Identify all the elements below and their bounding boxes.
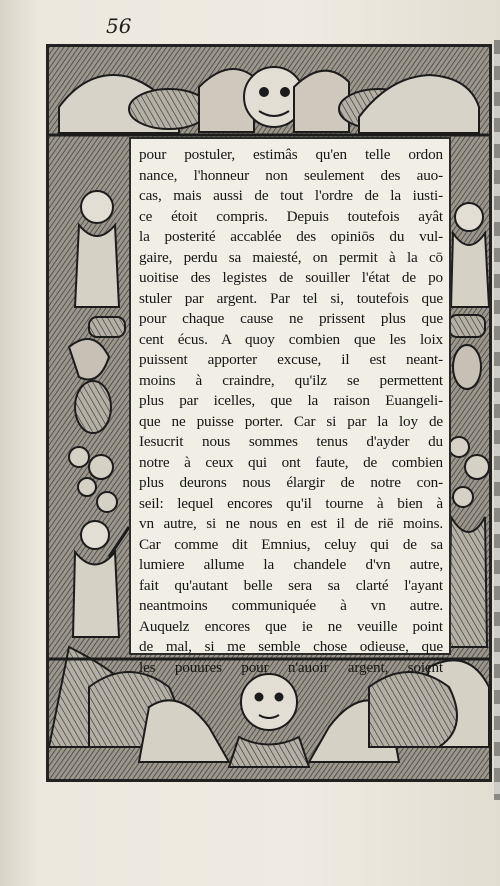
text-line: Iesucrit nous sommes tenus d'ayder du (139, 433, 443, 450)
text-line: puissent apporter excuse, il est neant- (139, 351, 443, 368)
text-line: ce étoit compris. Depuis toutefois ayât (139, 207, 443, 225)
text-line: pour chaque cause ne prissent plus que (139, 310, 443, 327)
text-line: vn autre, si ne nous en est il de riē moins. (139, 515, 443, 532)
text-line: la posterité accablée des opiniōs du vul- (139, 228, 443, 245)
text-line: neantmoins communiquée à vn autre. (139, 597, 443, 614)
woodcut-border-frame (46, 44, 492, 782)
text-line: que ne puisse porter. Car si par la loy de (139, 412, 443, 430)
text-line: uoitise des legistes de souiller l'état de po (139, 269, 443, 286)
text-line: cent écus. A quoy combien que les loix (139, 330, 443, 348)
text-panel (129, 137, 451, 676)
text-line: moins à craindre, qu'ilz se permettent (139, 371, 443, 389)
text-line: de mal, si me semble chose odieuse, que (139, 638, 443, 655)
page-binding-edge (494, 40, 500, 800)
text-line: fait qu'autant belle sera sa clarté l'ayant (139, 576, 443, 594)
text-line: Auquelz encores que ie ne veuille point (139, 617, 443, 635)
text-line: pour postuler, estimâs qu'en telle ordon (139, 146, 443, 163)
text-line: les pouures pour n'auoir argent, soient (139, 658, 443, 676)
text-line: lumiere allume la chandele d'vn autre, (139, 556, 443, 573)
text-line: stuler par argent. Par tel si, toutefois que (139, 289, 443, 307)
top-ornament (49, 67, 489, 135)
text-line: seil: lequel encores qu'il tourne à bien à (139, 494, 443, 512)
text-line: gaire, perdu sa maiesté, on permit à la cō (139, 248, 443, 266)
text-line: notre à ceux qui ont faute, de combien (139, 453, 443, 471)
page-number: 56 (106, 14, 132, 38)
text-line: Car comme dit Emnius, celuy qui de sa (139, 535, 443, 553)
text-line: plus par icelles, que la raison Euangeli- (139, 392, 443, 409)
text-line: plus deurons nous élargir de notre con- (139, 474, 443, 491)
text-line: nance, l'honneur non seulement des auo- (139, 166, 443, 184)
text-line: cas, mais aussi de tout l'ordre de la iusti- (139, 187, 443, 204)
